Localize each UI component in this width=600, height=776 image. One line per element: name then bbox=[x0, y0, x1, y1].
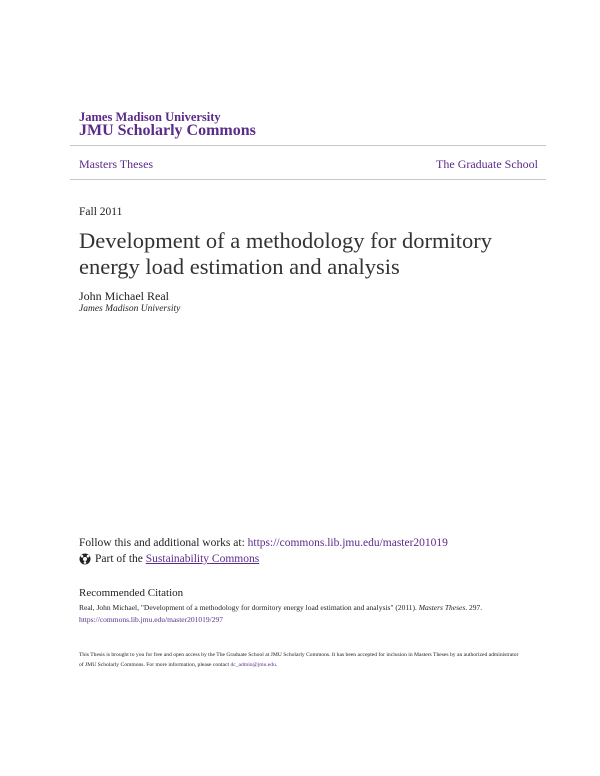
citation-text: Real, John Michael, "Development of a methodology for dormitory energy load estimation and analysis" (2011). bbox=[79, 603, 419, 612]
author-name: John Michael Real bbox=[79, 289, 169, 303]
masters-theses-link[interactable]: Masters Theses bbox=[79, 157, 154, 171]
recommended-citation-heading: Recommended Citation bbox=[79, 587, 184, 599]
repository-name[interactable]: JMU Scholarly Commons bbox=[79, 122, 256, 139]
notice-end: . bbox=[275, 662, 278, 668]
part-of-prefix: Part of the bbox=[95, 553, 143, 565]
citation-suffix: . 297. bbox=[465, 603, 483, 612]
follow-prefix: Follow this and additional works at: bbox=[79, 537, 248, 549]
author-affiliation: James Madison University bbox=[79, 304, 181, 314]
sustainability-commons-link[interactable]: Sustainability Commons bbox=[145, 553, 260, 565]
publication-date: Fall 2011 bbox=[79, 206, 123, 218]
part-of-line bbox=[79, 553, 259, 565]
contact-email-link[interactable]: dc_admin@jmu.edu bbox=[230, 662, 276, 668]
follow-line bbox=[79, 537, 448, 549]
citation-journal: Masters Theses bbox=[418, 603, 466, 612]
network-icon bbox=[79, 553, 91, 565]
top-divider bbox=[70, 145, 546, 146]
citation-url-link[interactable]: https://commons.lib.jmu.edu/master201019/297 bbox=[79, 615, 223, 624]
document-title: Development of a methodology for dormitory energy load estimation and analysis bbox=[79, 228, 493, 279]
collection-url-link[interactable]: https://commons.lib.jmu.edu/master201019 bbox=[247, 537, 448, 549]
notice-text: This Thesis is brought to you for free and open access by the The Graduate School at JMU Scholarly Commons. It has been accepted for inclusion in Masters Theses by an authorized administrator of JMU Scholarly Commons. For more information, please contact bbox=[79, 652, 519, 668]
bottom-divider bbox=[70, 179, 546, 180]
citation-block bbox=[79, 602, 524, 626]
access-notice bbox=[79, 650, 524, 670]
graduate-school-link[interactable]: The Graduate School bbox=[436, 157, 538, 171]
university-name: James Madison University bbox=[79, 110, 221, 124]
